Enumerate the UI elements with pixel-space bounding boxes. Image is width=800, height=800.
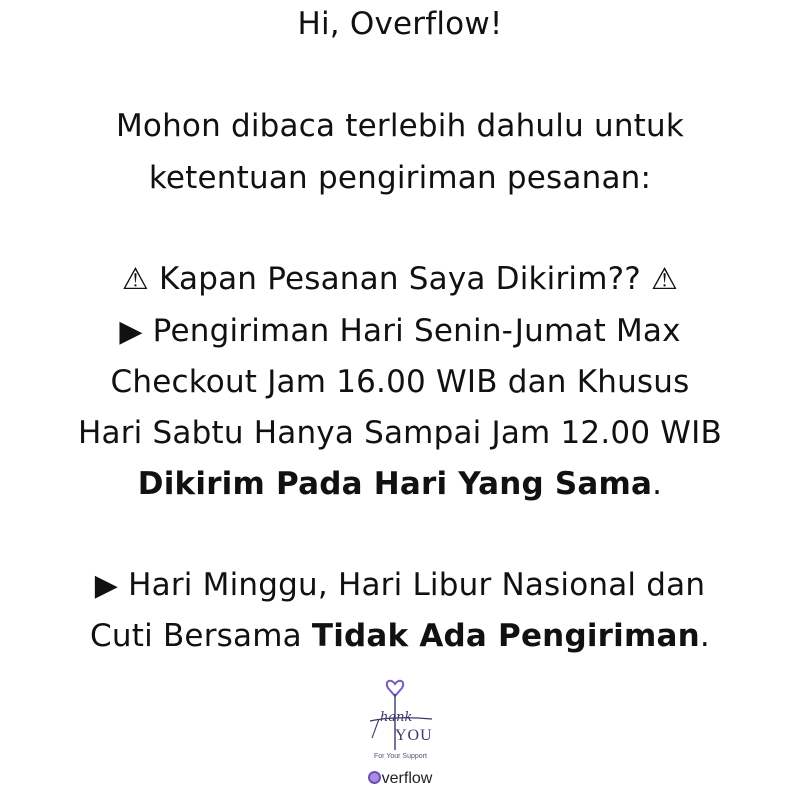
schedule-heading-text: Kapan Pesanan Saya Dikirim?? xyxy=(159,261,641,297)
brand-name xyxy=(340,770,460,788)
rule-1-text-1: Pengiriman Hari Senin-Jumat Max xyxy=(152,313,681,349)
intro-line-2: ketentuan pengiriman pesanan: xyxy=(148,160,652,196)
thank-you-art xyxy=(360,672,440,768)
rule-2-line-2 xyxy=(0,616,800,656)
play-bullet-icon: ▶ xyxy=(94,568,119,603)
rule-1-line-3: Hari Sabtu Hanya Sampai Jam 12.00 WIB xyxy=(78,415,722,451)
you-text: YOU xyxy=(395,727,433,744)
schedule-heading xyxy=(0,259,800,300)
support-text: For Your Support xyxy=(374,753,427,760)
rule-1-line-2: Checkout Jam 16.00 WIB dan Khusus xyxy=(110,364,690,400)
brand-name-rest: verflow xyxy=(381,770,433,787)
rule-2-prefix: Cuti Bersama xyxy=(90,618,312,654)
intro-line-1: Mohon dibaca terlebih dahulu untuk xyxy=(115,108,685,144)
play-bullet-icon: ▶ xyxy=(119,314,143,349)
rule-2-emphasis: Tidak Ada Pengiriman xyxy=(311,618,700,654)
rule-2-period: . xyxy=(699,618,710,654)
brand-o-icon xyxy=(368,771,381,784)
thank-text: hank xyxy=(380,710,413,725)
rule-1-line-1 xyxy=(0,311,800,352)
rule-1-period: . xyxy=(652,466,663,502)
thank-you-logo xyxy=(340,672,460,794)
greeting-text: Hi, Overflow! xyxy=(297,6,503,42)
warning-icon: ⚠ xyxy=(651,262,679,297)
rule-1-emphasis: Dikirim Pada Hari Yang Sama xyxy=(137,466,653,502)
warning-icon: ⚠ xyxy=(121,262,149,297)
rule-2-line-1 xyxy=(0,565,800,606)
rule-1-line-4 xyxy=(0,464,800,504)
rule-2-text-1: Hari Minggu, Hari Libur Nasional dan xyxy=(128,567,706,603)
